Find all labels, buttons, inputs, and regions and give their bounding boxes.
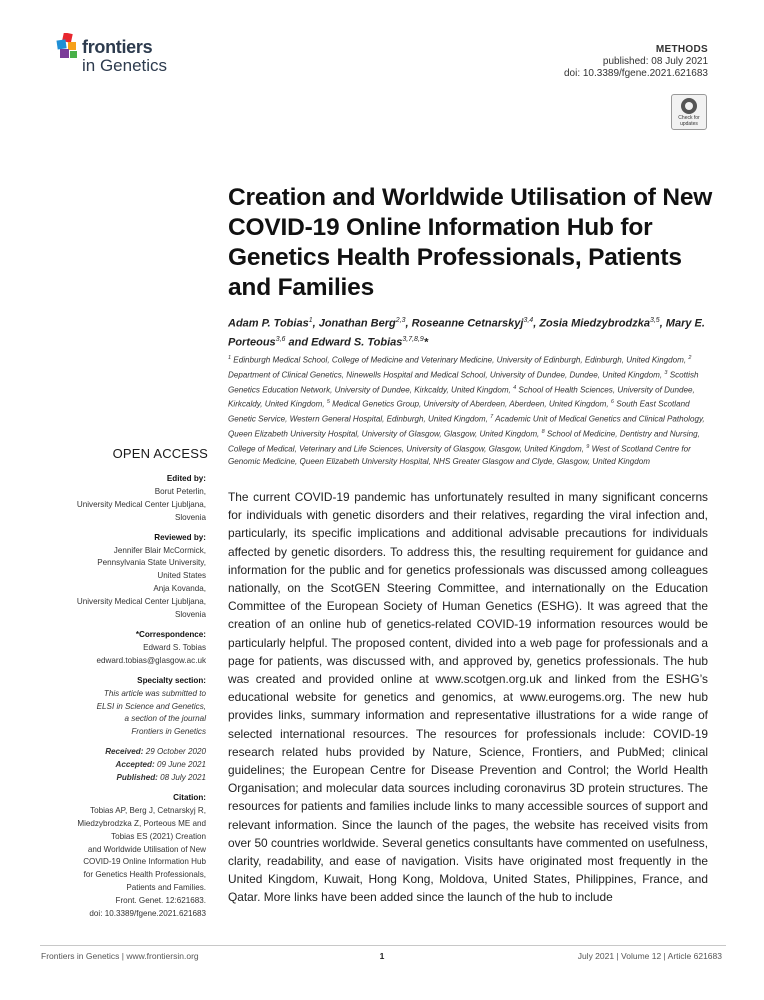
check-for-updates-label: Check for updates — [678, 115, 700, 127]
article-doi[interactable]: doi: 10.3389/fgene.2021.621683 — [563, 68, 708, 79]
article-title: Creation and Worldwide Utilisation of New COVID-19 Online Information Hub for Genetics Health Professionals, Patients and Families — [228, 184, 713, 301]
journal-name-line2: in Genetics — [82, 56, 168, 75]
sidebar-line: Jennifer Blair McCormick, — [113, 545, 206, 555]
article-header-info — [564, 44, 708, 80]
sidebar-line: University Medical Center Ljubljana, — [76, 597, 206, 607]
sidebar-line: Borut Peterlin, — [154, 486, 206, 496]
sidebar-line: COVID-19 Online Information Hub — [83, 857, 206, 867]
received-label: Received: — [105, 747, 144, 757]
sidebar-line: and Worldwide Utilisation of New — [87, 844, 206, 854]
updates-icon — [681, 98, 697, 114]
sidebar-line: Front. Genet. 12:621683. — [115, 896, 206, 906]
sidebar-line: Edward S. Tobias — [143, 642, 206, 652]
journal-logo — [55, 33, 185, 79]
sidebar-line: edward.tobias@glasgow.ac.uk — [96, 655, 206, 665]
check-for-updates-button[interactable] — [671, 94, 707, 130]
published-label: Published: — [116, 773, 158, 783]
affiliations: $^1$ Edinburgh Medical School, College of Medicine and Veterinary Medicine, University of Edinburgh, Edinburgh, United Kingdom, $^2$ Department of Clinical Genetics, Ninewells Hospital and Medical School, University of Dundee, Dundee, United Kingdom, $^3$ Scottish Genetics Education Network, University of Dundee, Kirkcaldy, United Kingdom, $^4$ School of Health Sciences, University of Dundee, Kirkcaldy, United Kingdom, $^5$ Medical Genetics Group, University of Aberdeen, Aberdeen, United Kingdom, $^6$ South East Scotland Genetic Service, Western General Hospital, Edinburgh, United Kingdom, $^7$ Academic Unit of Medical Genetics and Clinical Pathology, Queen Elizabeth University Hospital, University of Glasgow, Glasgow, United Kingdom, $^8$ School of Medicine, Dentistry and Nursing, College of Medical, Veterinary and Life Sciences, University of Glasgow, Glasgow, United Kingdom, $^9$ West of Scotland Centre for Genomic Medicine, Queen Elizabeth University Hospital, NHS Greater Glasgow and Clyde, Glasgow, United Kingdom — [228, 355, 705, 467]
sidebar-line: This article was submitted to — [103, 688, 206, 698]
sidebar-line: for Genetics Health Professionals, — [83, 870, 206, 880]
footer-volume-info: July 2021 | Volume 12 | Article 621683 — [577, 951, 722, 961]
sidebar-line: doi: 10.3389/fgene.2021.621683 — [89, 909, 206, 919]
article-type: METHODS — [655, 44, 708, 55]
accepted-value: 09 June 2021 — [156, 760, 206, 770]
sidebar-line: Slovenia — [174, 512, 206, 522]
sidebar-line: a section of the journal — [124, 714, 206, 724]
sidebar-line: ELSI in Science and Genetics, — [96, 701, 206, 711]
abstract-text: The current COVID-19 pandemic has unfortunately resulted in many significant concerns for individuals with genetic disorders and their relatives, regarding the viral infection and, particularly, its specific implications and additional advisable precautions for individuals affected by genetic disorders. To address this, the resulting requirement for guidance and information for the public and for genetics professionals was discussed among colleagues nationally, on the ScotGEN Steering Committee, and internationally on the Education Committee of the European Society of Human Genetics (ESHG). It was agreed that the creation of an online hub of genetics-related COVID-19 information resources would be particularly helpful. The proposed content, divided into a web page for professionals and a page for patients, was discussed with, and approved by, genetics professionals. The hub was created and provided online at www.scotgen.org.uk and linked from the ESHG’s educational website for genetics and genomics, at www.eurogems.org. The new hub provides links, summary information and representative illustrations for a wide range of selected international resources. The resources for professionals include: COVID-19 research related hubs provided by Nature, Science, Frontiers, and PubMed; clinical guidelines; the European Centre for Disease Prevention and Control; the World Health Organisation; and molecular data sources including coronavirus 3D protein structures. The resources for patients and families include links to many accessible sources of support and relevant information. Since the launch of the pages, the website has received visits from over 50 countries worldwide. Several genetics consultants have commented on usefulness, clarity, readability, and ease of navigation. Visits have originated most frequently in the United Kingdom, Kuwait, Hong Kong, Moldova, United States, Philippines, France, and Qatar. More links have been added since the launch of the hub to include — [228, 490, 708, 905]
published-date-side — [50, 772, 206, 785]
sidebar-line: United States — [157, 571, 206, 581]
published-date: published: 08 July 2021 — [602, 56, 708, 67]
accepted-label: Accepted: — [115, 760, 155, 770]
open-access-label: OPEN ACCESS — [112, 446, 208, 461]
sidebar-line: Tobias AP, Berg J, Cetnarskyj R, — [90, 805, 206, 815]
citation-list — [50, 805, 206, 921]
correspondence-list — [50, 642, 206, 668]
footer-divider — [40, 945, 726, 946]
sidebar-line: Miedzybrodzka Z, Porteous ME and — [77, 818, 206, 828]
received-value: 29 October 2020 — [145, 747, 206, 757]
specialty-section-list — [50, 688, 206, 740]
sidebar-line: Patients and Families. — [126, 883, 206, 893]
received-date — [50, 746, 206, 759]
accepted-date — [50, 759, 206, 772]
specialty-section-label: Specialty section: — [137, 675, 206, 685]
reviewed-by-list — [50, 545, 206, 622]
sidebar-line: University Medical Center Ljubljana, — [76, 499, 206, 509]
frontiers-logo-icon — [55, 33, 81, 63]
footer-journal[interactable]: Frontiers in Genetics | www.frontiersin.org — [41, 951, 199, 961]
sidebar-line: Anja Kovanda, — [153, 584, 206, 594]
sidebar-line: Pennsylvania State University, — [97, 558, 206, 568]
sidebar-line: Frontiers in Genetics — [131, 727, 206, 737]
sidebar-line: Slovenia — [174, 610, 206, 620]
sidebar-line: Tobias ES (2021) Creation — [111, 831, 206, 841]
reviewed-by-label: Reviewed by: — [154, 532, 206, 542]
correspondence-label: *Correspondence: — [135, 629, 206, 639]
edited-by-list — [50, 486, 206, 525]
journal-name-line1: frontiers — [82, 37, 153, 57]
citation-label: Citation: — [173, 792, 206, 802]
page-number: 1 — [379, 951, 385, 961]
published-value: 08 July 2021 — [160, 773, 206, 783]
edited-by-label: Edited by: — [166, 474, 206, 483]
author-list: Adam P. Tobias$^1$, Jonathan Berg$^{2,3}$, Roseanne Cetnarskyj$^{3,4}$, Zosia Miedzybrodzka$^{3,5}$, Mary E. Porteous$^{3,6}$ and Edward S. Tobias$^{3,7,8,9}$* — [228, 317, 705, 349]
article-sidebar — [50, 473, 206, 928]
